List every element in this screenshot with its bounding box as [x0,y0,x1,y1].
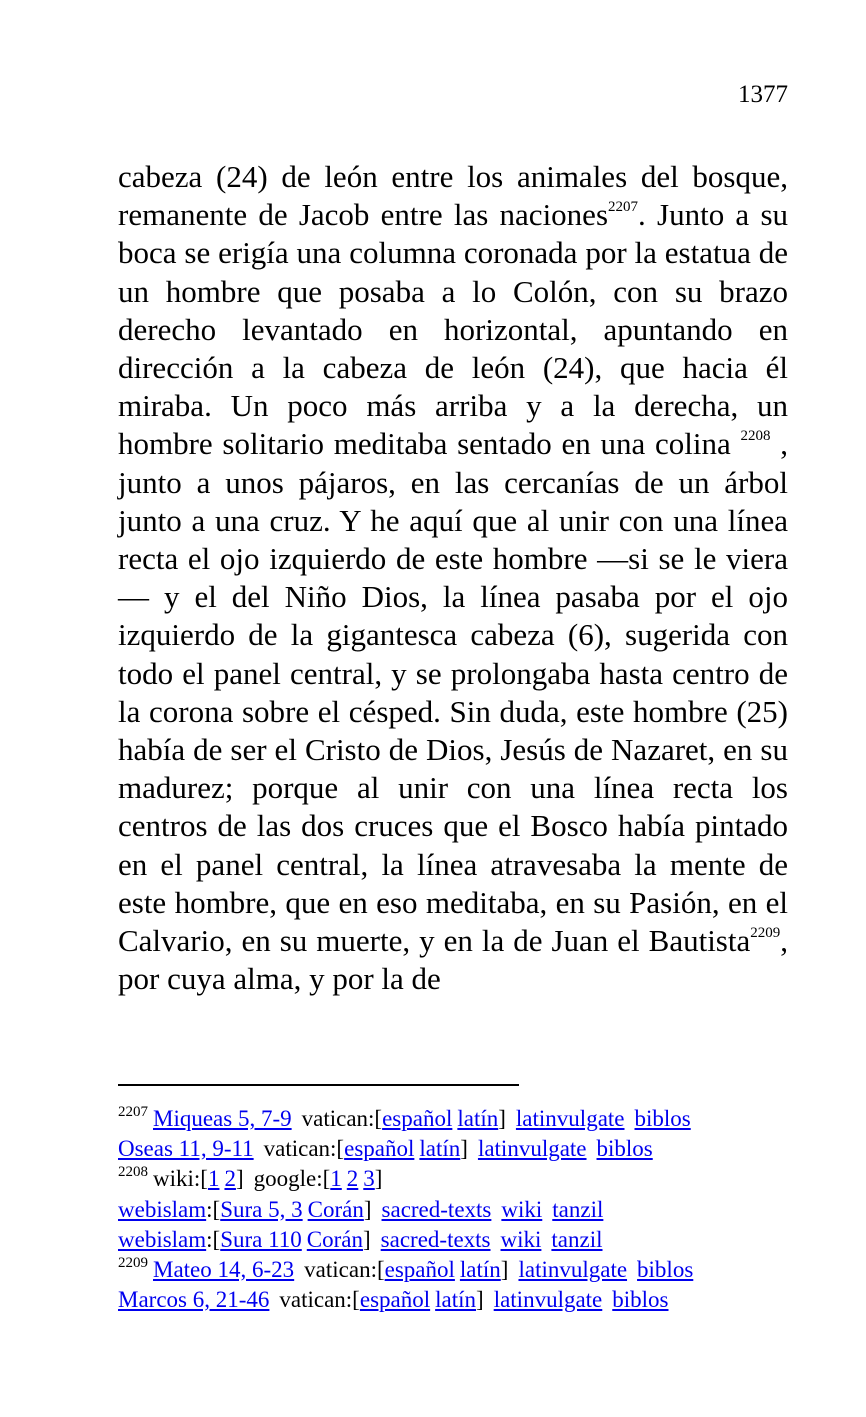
footnote-number: 2208 [118,1164,148,1181]
vatican-latin-link[interactable]: latín [419,1136,461,1162]
footnote-ref-2209: 2209 [750,925,781,942]
bible-ref-link[interactable]: Oseas 11, 9-11 [118,1136,254,1162]
biblos-link[interactable]: biblos [637,1256,694,1282]
footnotes [118,1104,798,1315]
bracket-close: ] [363,1226,371,1252]
bracket-close: ] [374,1166,383,1192]
footnote-2208-line-2 [118,1195,798,1225]
bracket-open: :[ [206,1226,221,1252]
bible-ref-link[interactable]: Marcos 6, 21-46 [118,1287,270,1313]
bracket-close: ] [476,1287,484,1313]
webislam-link[interactable]: webislam [118,1226,207,1252]
sura-link[interactable]: Sura 5, 3 [220,1196,303,1222]
bracket-close: ] [500,1256,509,1282]
footnote-ref-2208: 2208 [740,428,771,445]
vatican-latin-link[interactable]: latín [457,1106,499,1131]
vatican-label: vatican:[ [304,1256,385,1282]
bracket-close: ] [460,1136,468,1162]
biblos-link[interactable]: biblos [612,1287,669,1313]
body-text-segment: cabeza (24) de león entre los animales del bosque, remanente de Jacob entre las naciones [118,159,788,233]
latinvulgate-link[interactable]: latinvulgate [493,1287,603,1313]
bracket-close: ] [235,1166,244,1192]
wiki-link[interactable]: wiki [500,1226,542,1252]
latinvulgate-link[interactable]: latinvulgate [477,1136,587,1162]
page-number: 1377 [738,81,788,108]
footnote-number: 2207 [118,1104,148,1120]
footnote-2208-line-3 [118,1225,798,1255]
webislam-link[interactable]: webislam [118,1196,207,1222]
wiki-link-1[interactable]: 1 [207,1166,220,1192]
wiki-link-2[interactable]: 2 [224,1166,236,1192]
bible-ref-link[interactable]: Miqueas 5, 7-9 [153,1106,292,1131]
vatican-label: vatican:[ [263,1136,345,1162]
sura-link[interactable]: Sura 110 [220,1226,302,1252]
vatican-latin-link[interactable]: latín [459,1256,501,1282]
coran-link[interactable]: Corán [307,1196,364,1222]
body-paragraph [118,158,788,998]
biblos-link[interactable]: biblos [596,1136,653,1162]
body-text-segment: . Junto a su boca se erigía una columna coronada por la estatua de un hombre que posaba a lo Colón, con su brazo derecho levantado en horizontal, apuntando en dirección a la cabeza de león (24), que hacia él miraba. Un poco más arriba y a la derecha, un hombre solitario meditaba sentado en una colina [118,197,789,462]
footnote-ref-2207: 2207 [608,199,639,216]
wiki-link[interactable]: wiki [501,1196,543,1222]
coran-link[interactable]: Corán [306,1226,363,1252]
vatican-espanol-link[interactable]: español [382,1106,453,1131]
body-text-segment: , por cuya alma, y por la de [118,923,788,997]
vatican-label: vatican:[ [301,1106,383,1131]
footnote-separator [118,1084,519,1086]
footnote-2208-line-1 [118,1164,798,1194]
bracket-close: ] [363,1196,372,1222]
wiki-label: wiki:[ [153,1166,208,1192]
google-label: google:[ [253,1166,331,1192]
biblos-link[interactable]: biblos [634,1106,691,1131]
google-link-1[interactable]: 1 [330,1166,342,1192]
footnote-number: 2209 [118,1254,148,1271]
footnote-2209-line-2 [118,1285,798,1315]
footnote-2209-line-1 [118,1255,798,1285]
bracket-close: ] [498,1106,506,1131]
vatican-espanol-link[interactable]: español [359,1287,431,1313]
sacred-texts-link[interactable]: sacred-texts [380,1226,491,1252]
footnote-2207-line-1 [118,1104,798,1134]
latinvulgate-link[interactable]: latinvulgate [515,1106,625,1131]
vatican-label: vatican:[ [279,1287,360,1313]
footnote-2207-line-2 [118,1134,798,1164]
vatican-espanol-link[interactable]: español [384,1256,455,1282]
body-text-segment: , junto a unos pájaros, en las cercanías de un árbol junto a una cruz. Y he aquí que al unir con una línea recta el ojo izquierdo de este hombre —si se le viera— y el del Niño Dios, la línea pasaba por el ojo izquierdo de la gigantesca cabeza (6), sugerida con todo el panel central, y se prolongaba hasta centro de la corona sobre el césped. Sin duda, este hombre (25) había de ser el Cristo de Dios, Jesús de Nazaret, en su madurez; porque al unir con una línea recta los centros de las dos cruces que el Bosco había pintado en el panel central, la línea atravesaba la mente de este hombre, que en eso meditaba, en su Pasión, en el Calvario, en su muerte, y en la de Juan el Bautista [118,426,788,959]
vatican-latin-link[interactable]: latín [435,1287,477,1313]
vatican-espanol-link[interactable]: español [344,1136,415,1162]
sacred-texts-link[interactable]: sacred-texts [381,1196,492,1222]
google-link-3[interactable]: 3 [363,1166,375,1192]
google-link-2[interactable]: 2 [346,1166,359,1192]
latinvulgate-link[interactable]: latinvulgate [518,1256,628,1282]
tanzil-link[interactable]: tanzil [551,1226,603,1252]
bracket-open: :[ [206,1196,221,1222]
bible-ref-link[interactable]: Mateo 14, 6-23 [153,1256,295,1282]
tanzil-link[interactable]: tanzil [552,1196,604,1222]
